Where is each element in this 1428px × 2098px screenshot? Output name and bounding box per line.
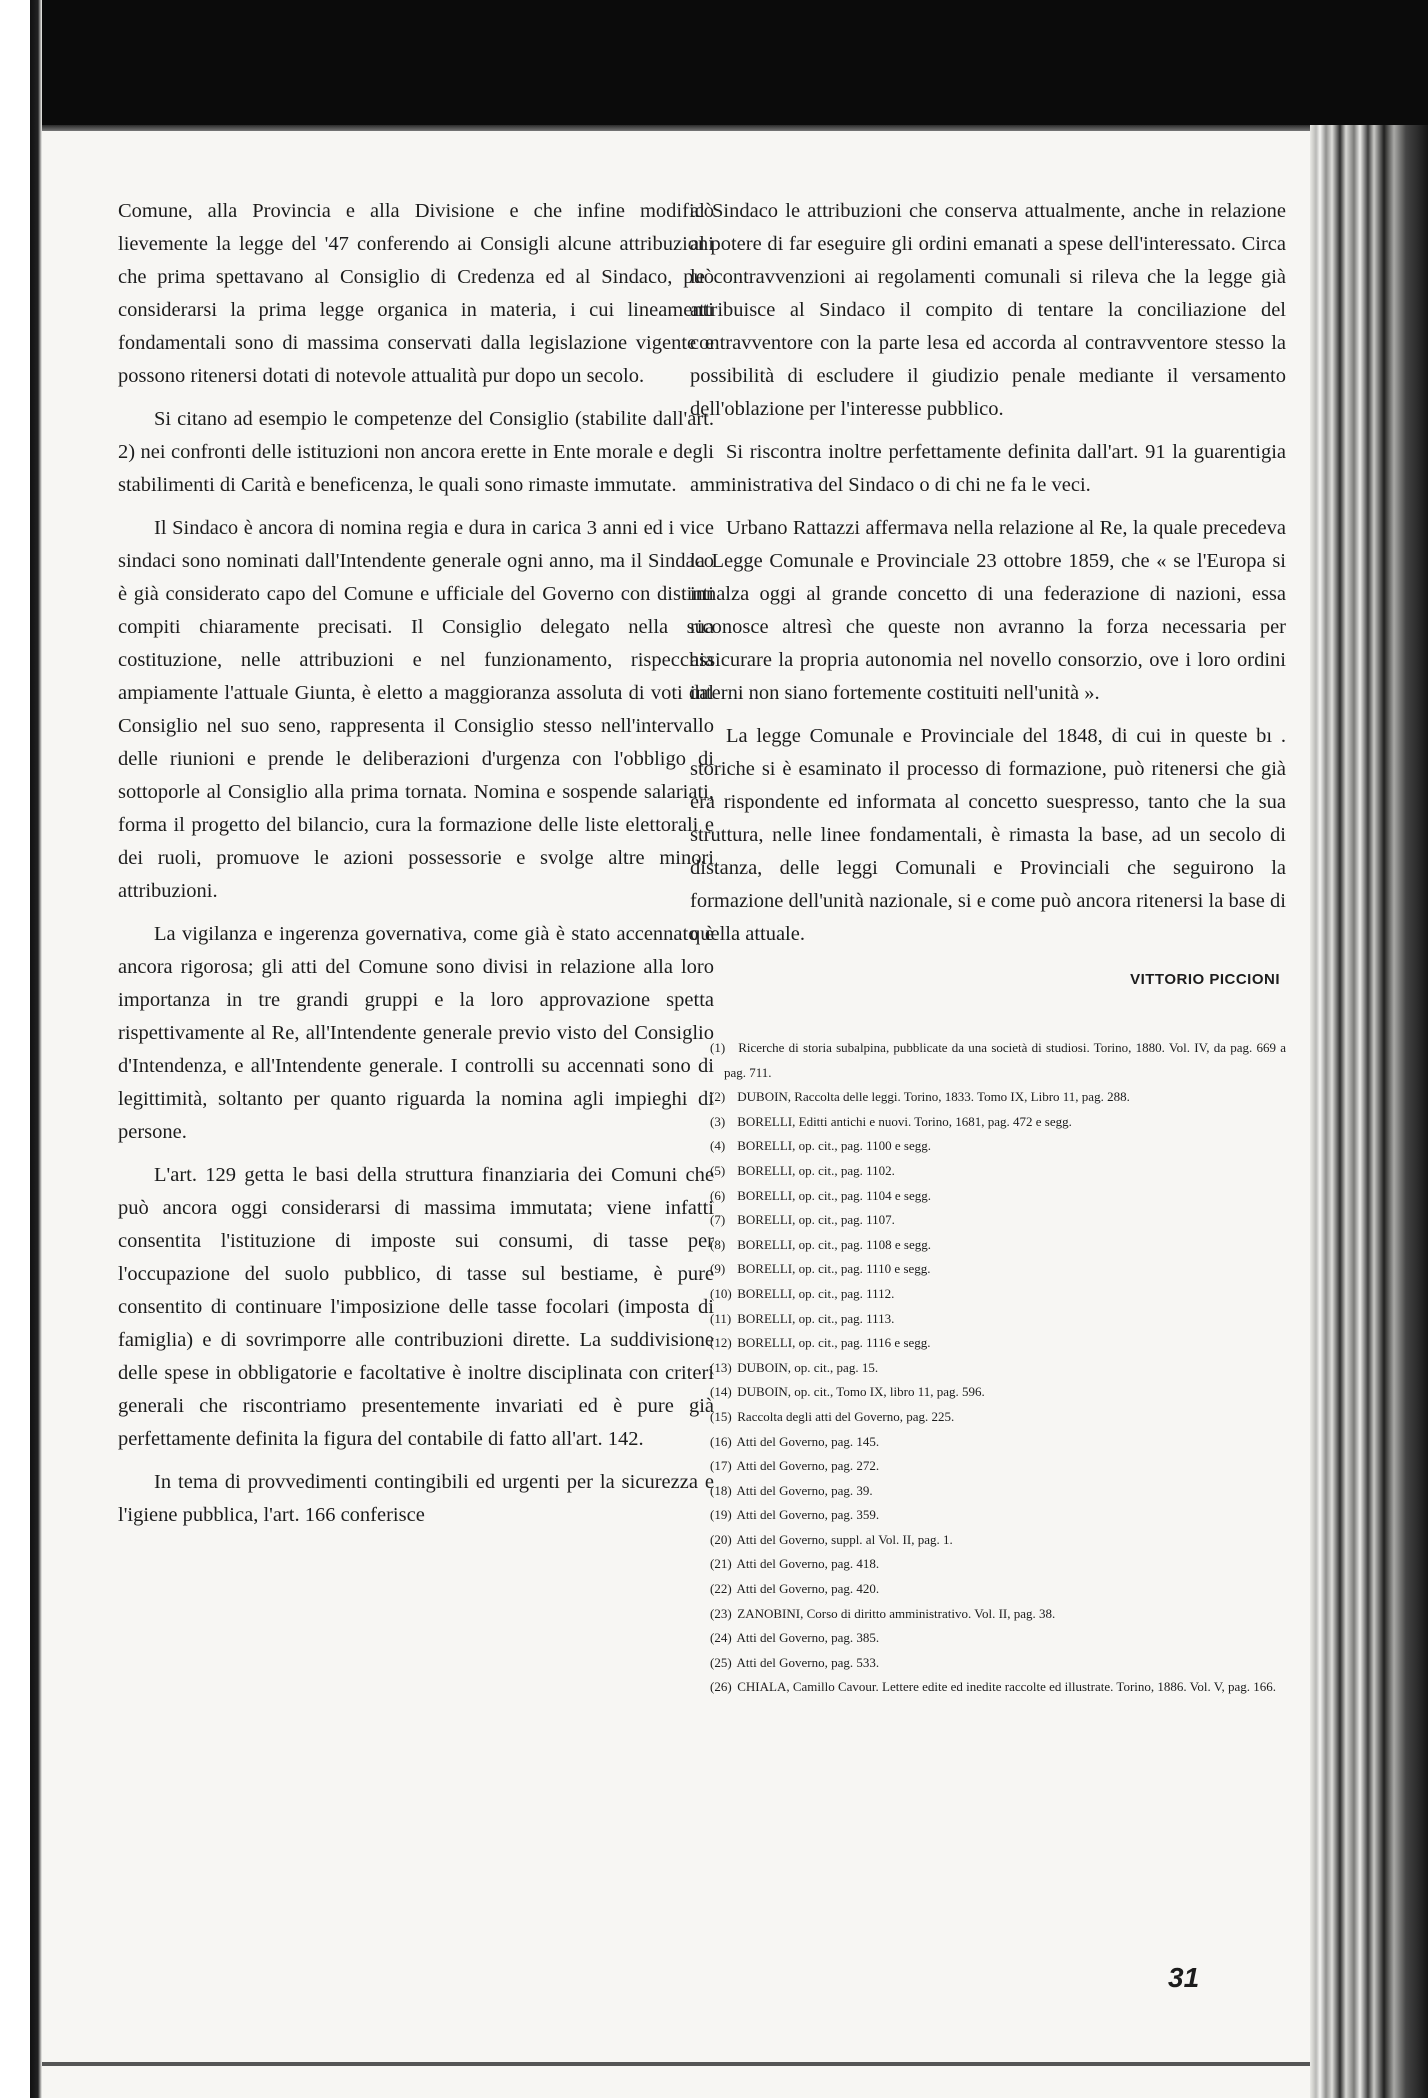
footnote: (21) Atti del Governo, pag. 418. — [710, 1556, 880, 1572]
footnote: (14) DUBOIN, op. cit., Tomo IX, libro 11, pag. 596. — [710, 1384, 985, 1400]
footnote: (24) Atti del Governo, pag. 385. — [710, 1630, 880, 1646]
footnote: (13) DUBOIN, op. cit., pag. 15. — [710, 1359, 879, 1375]
author-signature: VITTORIO PICCIONI — [1130, 971, 1280, 988]
footnote: (3) BORELLI, Editti antichi e nuovi. Torino, 1681, pag. 472 e segg. — [710, 1113, 1072, 1129]
page-bottom-edge — [42, 2062, 1310, 2066]
footnote: (1) Ricerche di storia subalpina, pubblicate da una società di studiosi. Torino, 1880. Vol. IV, da pag. 669 a pag. 711. — [710, 1040, 1286, 1080]
left-paragraph-4: La vigilanza e ingerenza governativa, come già è stato accennato è ancora rigorosa; gli atti del Comune sono divisi in relazione alla loro importanza in tre grandi gruppi e la loro approvazione spetta rispettivamente al Re, all'Intendente generale previo visto del Consiglio d'Intendenza, e all'Intendente generale. I controlli su accennati sono di legittimità, soltanto per quanto riguarda la nomina agli impieghi di persone. — [118, 923, 714, 1143]
footnote: (19) Atti del Governo, pag. 359. — [710, 1507, 880, 1523]
page-number: 31 — [1168, 1962, 1200, 1993]
footnote: (11) BORELLI, op. cit., pag. 1113. — [710, 1310, 895, 1326]
left-paragraph-2: Si citano ad esempio le competenze del Consiglio (stabilite dall'art. 2) nei confronti delle istituzioni non ancora erette in Ente morale e degli stabilimenti di Carità e beneficenza, le quali sono rimaste immutate. — [118, 408, 714, 496]
right-paragraph-2: Si riscontra inoltre perfettamente definita dall'art. 91 la guarentigia amministrativa del Sindaco o di chi ne fa le veci. — [690, 441, 1286, 496]
right-paragraph-3: Urbano Rattazzi affermava nella relazione al Re, la quale precedeva la Legge Comunale e Provinciale 23 ottobre 1859, che « se l'Europa si innalza oggi al grande concetto di una federazione di nazioni, essa riconosce altresì che queste non avranno la forza necessaria per assicurare la propria autonomia nel novello consorzio, ove i loro ordini interni non siano fortemente costituiti nell'unità ». — [690, 517, 1286, 704]
footnote: (23) ZANOBINI, Corso di diritto amministrativo. Vol. II, pag. 38. — [710, 1605, 1056, 1621]
left-paragraph-3: Il Sindaco è ancora di nomina regia e dura in carica 3 anni ed i vice sindaci sono nominati dall'Intendente generale ogni anno, ma il Sindaco è già considerato capo del Comune e ufficiale del Governo con distinti compiti chiaramente precisati. Il Consiglio delegato nella sua costituzione, nelle attribuzioni e nel funzionamento, rispecchia ampiamente l'attuale Giunta, è eletto a maggioranza assoluta di voti dal Consiglio nel suo seno, rappresenta il Consiglio stesso nell'intervallo delle riunioni e prende le deliberazioni d'urgenza con l'obbligo di sottoporle al Consiglio alla prima tornata. Nomina e sospende salariati, forma il progetto del bilancio, cura la formazione delle liste elettorali e dei ruoli, promuove le azioni possessorie e svolge altre minori attribuzioni. — [118, 517, 714, 902]
page-top-edge — [42, 125, 1310, 131]
book-binding-edge — [1310, 125, 1428, 2098]
footnote: (18) Atti del Governo, pag. 39. — [710, 1482, 873, 1498]
footnote: (10) BORELLI, op. cit., pag. 1112. — [710, 1285, 895, 1301]
footnote: (15) Raccolta degli atti del Governo, pag. 225. — [710, 1408, 955, 1424]
footnote: (16) Atti del Governo, pag. 145. — [710, 1433, 880, 1449]
footnotes-list — [690, 1036, 1286, 1700]
footnote: (9) BORELLI, op. cit., pag. 1110 e segg. — [710, 1261, 931, 1277]
left-paragraph-5: L'art. 129 getta le basi della struttura finanziaria dei Comuni che può ancora oggi considerarsi di massima immutata; viene infatti consentita l'istituzione di imposte sui consumi, di tasse per l'occupazione del suolo pubblico, di tasse sul bestiame, è pure consentito di continuare l'imposizione delle tasse focolari (imposta di famiglia) e di sovrimporre alle contribuzioni dirette. La suddivisione delle spese in obbligatorie e facoltative è inoltre disciplinata con criteri generali che riscontriamo presentemente invariati ed è pure già perfettamente definita la figura del contabile di fatto all'art. 142. — [118, 1164, 714, 1450]
scan-left-margin — [0, 0, 42, 2098]
left-paragraph-1: Comune, alla Provincia e alla Divisione e che infine modificò lievemente la legge del '47 conferendo ai Consigli alcune attribuzioni che prima spettavano al Consiglio di Credenza ed al Sindaco, può considerarsi la prima legge organica in materia, i cui lineamenti fondamentali sono di massima conservati dalla legislazione vigente e possono ritenersi dotati di notevole attualità pur dopo un secolo. — [118, 200, 714, 387]
footnote: (6) BORELLI, op. cit., pag. 1104 e segg. — [710, 1187, 932, 1203]
footnote: (25) Atti del Governo, pag. 533. — [710, 1654, 880, 1670]
footnote: (5) BORELLI, op. cit., pag. 1102. — [710, 1162, 895, 1178]
footnote: (2) DUBOIN, Raccolta delle leggi. Torino, 1833. Tomo IX, Libro 11, pag. 288. — [710, 1089, 1130, 1105]
footnote: (26) CHIALA, Camillo Cavour. Lettere edite ed inedite raccolte ed illustrate. Torino, 1886. Vol. V, pag. 166. — [710, 1679, 1276, 1695]
footnote: (17) Atti del Governo, pag. 272. — [710, 1458, 880, 1474]
right-text-column — [690, 195, 1286, 1700]
right-paragraph-1: al Sindaco le attribuzioni che conserva attualmente, anche in relazione al potere di far eseguire gli ordini emanati a spese dell'interessato. Circa le contravvenzioni ai regolamenti comunali si rileva che la legge già attribuisce al Sindaco il compito di tentare la conciliazione del contravventore con la parte lesa ed accorda al contravventore stesso la possibilità di escludere il giudizio penale mediante il versamento dell'oblazione per l'interesse pubblico. — [690, 200, 1286, 420]
footnote: (8) BORELLI, op. cit., pag. 1108 e segg. — [710, 1236, 932, 1252]
footnote: (4) BORELLI, op. cit., pag. 1100 e segg. — [710, 1138, 932, 1154]
footnote: (12) BORELLI, op. cit., pag. 1116 e segg. — [710, 1335, 931, 1351]
right-paragraph-4: La legge Comunale e Provinciale del 1848, di cui in queste bı . storiche si è esaminato il processo di formazione, può ritenersi che già era rispondente ed informata al concetto suespresso, tanto che la sua struttura, nelle linee fondamentali, è rimasta la base, ad un secolo di distanza, delle leggi Comunali e Provinciali che seguirono la formazione dell'unità nazionale, si e come può ancora ritenersi la base di quella attuale. — [690, 725, 1286, 945]
footnote: (20) Atti del Governo, suppl. al Vol. II, pag. 1. — [710, 1531, 953, 1547]
footnote: (7) BORELLI, op. cit., pag. 1107. — [710, 1212, 895, 1228]
left-text-column — [118, 195, 714, 1532]
left-paragraph-6: In tema di provvedimenti contingibili ed urgenti per la sicurezza e l'igiene pubblica, l'art. 166 conferisce — [118, 1471, 714, 1526]
scan-dark-border-top — [0, 0, 1428, 125]
footnote: (22) Atti del Governo, pag. 420. — [710, 1581, 880, 1597]
